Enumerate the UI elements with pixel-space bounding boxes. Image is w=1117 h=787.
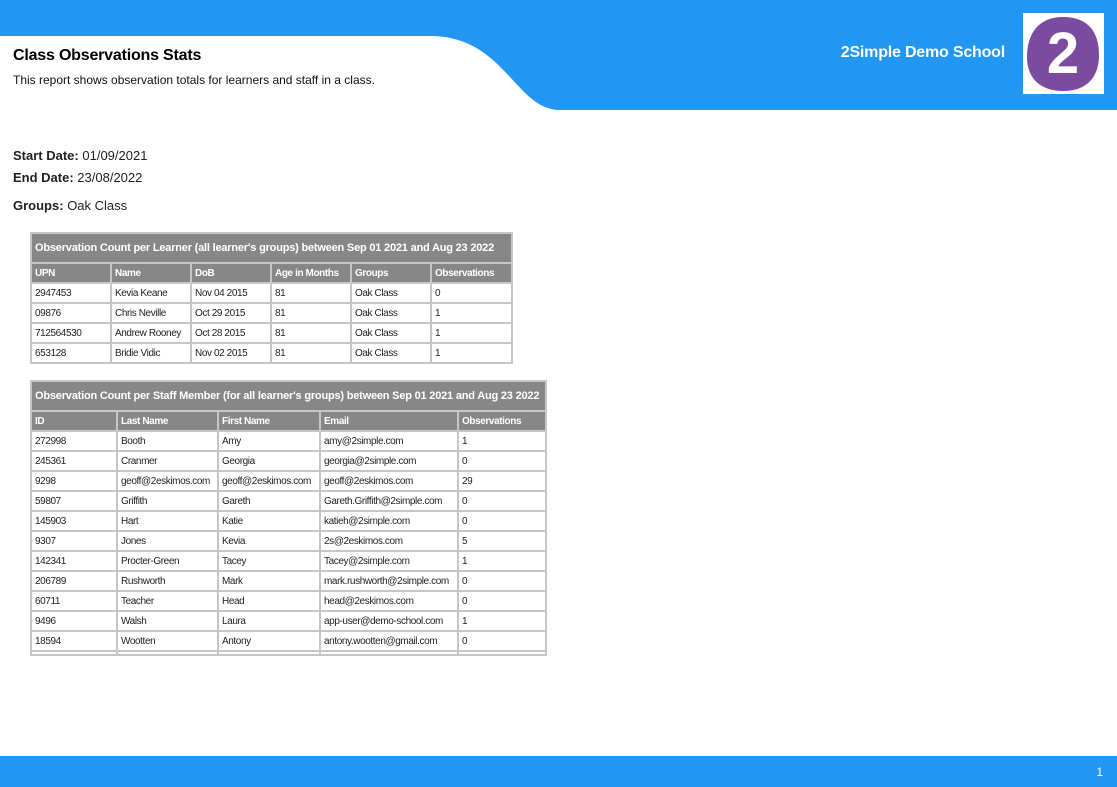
table-cell: head@2eskimos.com <box>320 591 458 611</box>
column-header: ID <box>31 411 117 431</box>
table-cell: Booth <box>117 431 218 451</box>
table-row <box>31 283 512 303</box>
report-title: Class Observations Stats <box>13 47 202 64</box>
groups-label: Groups: <box>13 198 64 213</box>
table-cell: Griffith <box>117 491 218 511</box>
table-cell: Head <box>218 591 320 611</box>
table-cell: Oak Class <box>351 343 431 363</box>
logo-text: 2 <box>1046 21 1080 86</box>
table-row <box>31 431 546 451</box>
table-row <box>31 491 546 511</box>
table-cell: 1 <box>458 431 546 451</box>
table-cell: 2947453 <box>31 283 111 303</box>
table-row <box>31 631 546 651</box>
table-cell <box>458 651 546 655</box>
table-cell: 9298 <box>31 471 117 491</box>
table-cell: 09876 <box>31 303 111 323</box>
start-date <box>13 148 147 163</box>
table-cell: mark.rushworth@2simple.com <box>320 571 458 591</box>
table-cell: 5 <box>458 531 546 551</box>
table-cell: georgia@2simple.com <box>320 451 458 471</box>
table-cell: Oak Class <box>351 303 431 323</box>
table-cell: Rushworth <box>117 571 218 591</box>
column-header: UPN <box>31 263 111 283</box>
table-cell: 81 <box>271 303 351 323</box>
table-row <box>31 451 546 471</box>
table-cell: 0 <box>458 511 546 531</box>
learner-table-header <box>31 263 512 283</box>
table-row <box>31 571 546 591</box>
table-cell: Gareth.Griffith@2simple.com <box>320 491 458 511</box>
table-cell: Mark <box>218 571 320 591</box>
table-cell: geoff@2eskimos.com <box>218 471 320 491</box>
table-row <box>31 611 546 631</box>
table-cell: Hart <box>117 511 218 531</box>
table-cell: 0 <box>458 451 546 471</box>
table-cell: 145903 <box>31 511 117 531</box>
table-cell: geoff@2eskimos.com <box>117 471 218 491</box>
table-cell: 712564530 <box>31 323 111 343</box>
table-cell: amy@2simple.com <box>320 431 458 451</box>
end-date-value: 23/08/2022 <box>77 170 143 185</box>
table-cell: katieh@2simple.com <box>320 511 458 531</box>
table-cell: 9307 <box>31 531 117 551</box>
column-header: Groups <box>351 263 431 283</box>
staff-observation-table <box>30 380 547 656</box>
table-cell: 81 <box>271 323 351 343</box>
table-cell: 1 <box>431 303 512 323</box>
table-cell: antony.wootten@gmail.com <box>320 631 458 651</box>
table-cell: 0 <box>458 491 546 511</box>
table-cell: 206789 <box>31 571 117 591</box>
learner-table-caption: Observation Count per Learner (all learner's groups) between Sep 01 2021 and Aug 23 2022 <box>31 233 512 263</box>
end-date <box>13 170 142 185</box>
table-cell <box>31 651 117 655</box>
table-cell: Bridie Vidic <box>111 343 191 363</box>
end-date-label: End Date: <box>13 170 74 185</box>
start-date-value: 01/09/2021 <box>82 148 148 163</box>
table-row <box>31 511 546 531</box>
table-row <box>31 323 512 343</box>
table-cell: 2s@2eskimos.com <box>320 531 458 551</box>
table-cell: 18594 <box>31 631 117 651</box>
table-row-continuation <box>31 651 546 655</box>
column-header: Name <box>111 263 191 283</box>
column-header: Email <box>320 411 458 431</box>
table-cell: Andrew Rooney <box>111 323 191 343</box>
school-name: 2Simple Demo School <box>840 44 1005 61</box>
table-cell: Kevia Keane <box>111 283 191 303</box>
table-cell: 29 <box>458 471 546 491</box>
table-cell: Oak Class <box>351 283 431 303</box>
table-cell: 653128 <box>31 343 111 363</box>
table-cell: Cranmer <box>117 451 218 471</box>
table-row <box>31 303 512 323</box>
groups <box>13 198 127 213</box>
table-row <box>31 471 546 491</box>
staff-table-header <box>31 411 546 431</box>
table-cell: Laura <box>218 611 320 631</box>
column-header: DoB <box>191 263 271 283</box>
column-header: Age in Months <box>271 263 351 283</box>
learner-observation-table <box>30 232 513 364</box>
page-number: 1 <box>1096 765 1103 779</box>
table-cell: geoff@2eskimos.com <box>320 471 458 491</box>
column-header: Last Name <box>117 411 218 431</box>
table-cell: Nov 04 2015 <box>191 283 271 303</box>
staff-table-caption: Observation Count per Staff Member (for all learner's groups) between Sep 01 2021 and Aug 23 2022 <box>31 381 546 411</box>
table-row <box>31 343 512 363</box>
table-cell: Tacey <box>218 551 320 571</box>
table-cell <box>320 651 458 655</box>
table-cell: Georgia <box>218 451 320 471</box>
table-row <box>31 591 546 611</box>
school-logo <box>1023 13 1104 94</box>
table-cell: Oak Class <box>351 323 431 343</box>
table-cell: 1 <box>431 323 512 343</box>
table-cell: Gareth <box>218 491 320 511</box>
table-cell: 0 <box>458 571 546 591</box>
table-row <box>31 551 546 571</box>
table-cell: 59807 <box>31 491 117 511</box>
table-cell: Teacher <box>117 591 218 611</box>
column-header: Observations <box>458 411 546 431</box>
table-cell: 1 <box>431 343 512 363</box>
table-cell: Procter-Green <box>117 551 218 571</box>
table-cell <box>218 651 320 655</box>
logo-mark-icon <box>1023 13 1104 94</box>
table-cell: 1 <box>458 551 546 571</box>
table-cell: 9496 <box>31 611 117 631</box>
table-cell: 60711 <box>31 591 117 611</box>
table-cell: Nov 02 2015 <box>191 343 271 363</box>
table-cell: 0 <box>431 283 512 303</box>
table-cell: 0 <box>458 631 546 651</box>
table-cell: Katie <box>218 511 320 531</box>
table-cell: Wootten <box>117 631 218 651</box>
table-cell: 1 <box>458 611 546 631</box>
table-cell: app-user@demo-school.com <box>320 611 458 631</box>
column-header: First Name <box>218 411 320 431</box>
table-cell: 81 <box>271 283 351 303</box>
table-cell: 0 <box>458 591 546 611</box>
table-cell: Oct 29 2015 <box>191 303 271 323</box>
groups-value: Oak Class <box>67 198 128 213</box>
table-cell: Amy <box>218 431 320 451</box>
table-row <box>31 531 546 551</box>
column-header: Observations <box>431 263 512 283</box>
report-subtitle: This report shows observation totals for learners and staff in a class. <box>13 73 375 87</box>
table-cell: Kevia <box>218 531 320 551</box>
table-cell: Tacey@2simple.com <box>320 551 458 571</box>
table-cell <box>117 651 218 655</box>
table-cell: Antony <box>218 631 320 651</box>
table-cell: 272998 <box>31 431 117 451</box>
table-cell: Walsh <box>117 611 218 631</box>
table-cell: 81 <box>271 343 351 363</box>
footer-bar <box>0 756 1117 787</box>
table-cell: Jones <box>117 531 218 551</box>
table-cell: 245361 <box>31 451 117 471</box>
table-cell: Chris Neville <box>111 303 191 323</box>
table-cell: Oct 28 2015 <box>191 323 271 343</box>
start-date-label: Start Date: <box>13 148 79 163</box>
table-cell: 142341 <box>31 551 117 571</box>
